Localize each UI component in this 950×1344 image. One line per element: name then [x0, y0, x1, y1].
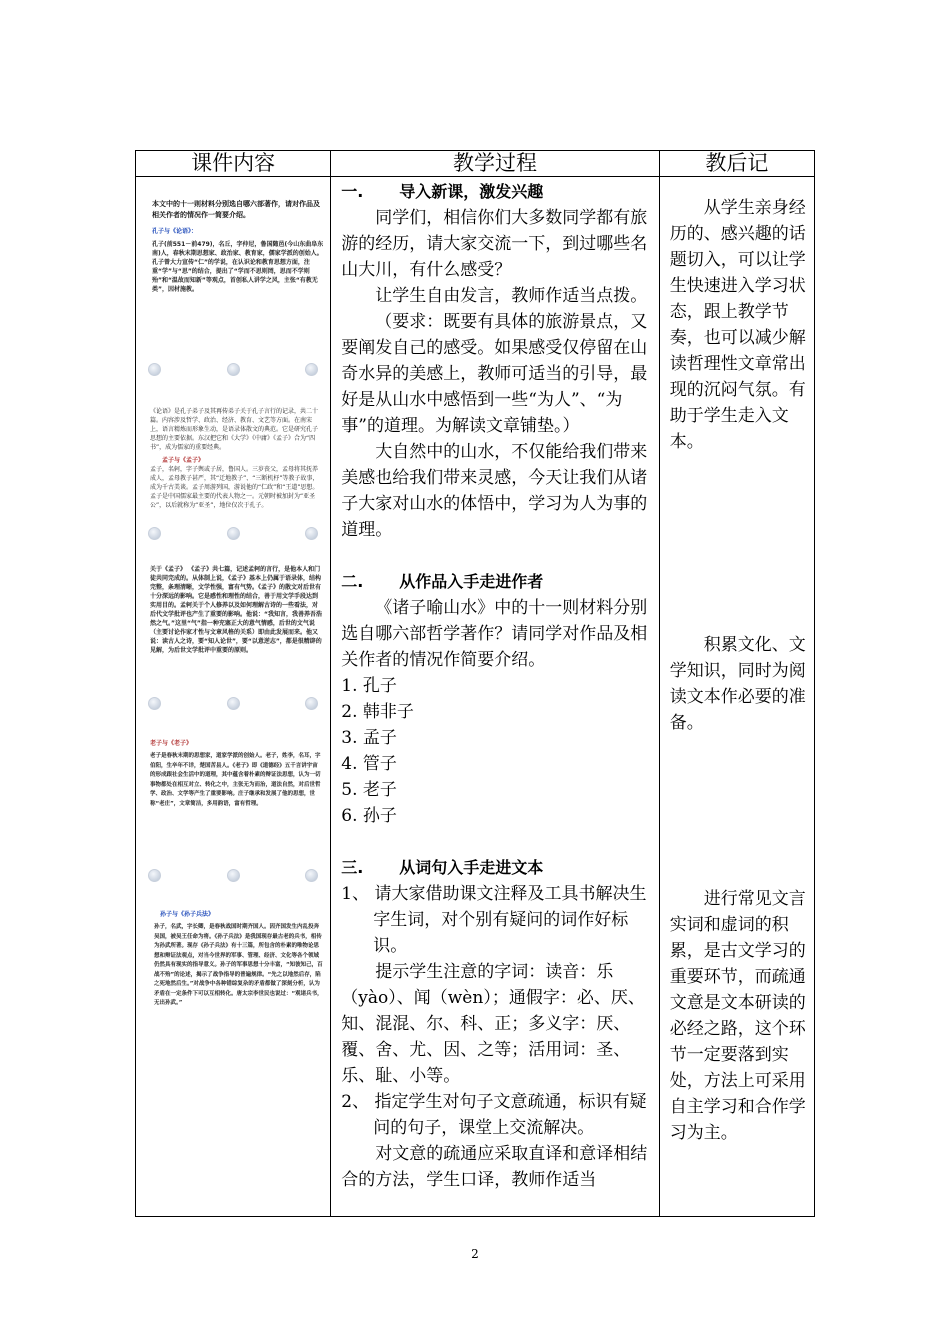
slide-1-nav-dots	[148, 363, 318, 376]
slide-5	[144, 910, 324, 1009]
paragraph: 提示学生注意的字词：读音：乐（yào）、闻（wèn）；通假字：必、厌、知、混混、尔、科、正；多义字：厌、覆、舍、尤、因、之等；活用词：圣、乐、耻、小等。	[341, 962, 645, 1086]
nav-dot-icon	[305, 363, 318, 376]
slide-4-text: 老子是春秋末期的思想家，道家学派的创始人。老子，姓李，名耳，字伯阳，生卒年不详，楚国苦县人。《老子》即《道德经》五千言讲宇宙的形成跟社会生活中的道理，其中蕴含着朴素的辩证法思想，认为一切事物都处在相互对立、转化之中，主张无为而治，道法自然，对后世哲学、政治、文学等产生了重要影响。庄子继承和发展了他的思想，世称“老庄”，文章简洁，多用韵语，富有哲理。	[150, 753, 321, 807]
slide-4-heading: 老子与《老子》	[150, 740, 193, 747]
slide-4-nav-dots	[148, 869, 318, 882]
nav-dot-icon	[148, 527, 161, 540]
slide-2-text: 《论语》是孔子弟子及其再传弟子关于孔子言行的记录，共二十篇。内容涉及哲学、政治、经济、教育、文艺等方面。在南宋上，语言精炼而形象生动，是语录体散文的典范。它是研究孔子思想的主要依据。东汉把它和《大学》《中庸》《孟子》合为“四书”，成为儒家的重要经典。	[150, 408, 319, 451]
body-row	[136, 177, 815, 1217]
paragraph: 《诸子喻山水》中的十一则材料分别选自哪六部哲学著作？请同学对作品及相关作者的情况作简要介绍。	[341, 598, 648, 670]
reflection-notes	[660, 177, 814, 1146]
nav-dot-icon	[148, 697, 161, 710]
lesson-table	[135, 150, 815, 1217]
paragraph: 让学生自由发言，教师作适当点拨。	[375, 286, 648, 306]
list-item: 5. 老子	[341, 780, 397, 800]
slide-1	[144, 199, 324, 294]
slide-1-question: 本文中的十一则材料分别选自哪六部著作，请对作品及相关作者的情况作一简要介绍。	[152, 200, 320, 219]
slide-3-text: 关于《孟子》 《孟子》共七篇，记述孟轲的言行，是他本人和门徒共同完成的。从体制上说，《孟子》基本上仍属于语录体，结构完整，条理清晰，文学性强，富有气势。《孟子》的散文对后世有十分深远的影响。它是感性和理性的结合，善于用文学手段达到实用目的。孟轲关于个人修养以及如何理解古诗的一些看法，对后代文学批评也产生了重要的影响。他说：“我知言，我善养吾浩然之气。”这里“气”指一种充塞正大的意气情感，后世的文气说（主要讨论作家才性与文章风格的关系）即由此发展而来。他又说：读古人之诗，要“知人论世”，要“以意逆志”，都是很精辟的见解，为后世文学批评中重要的原则。	[150, 566, 322, 654]
paragraph: 大自然中的山水，不仅能给我们带来美感也给我们带来灵感，今天让我们从诸子大家对山水的体悟中，学习为人为事的道理。	[341, 442, 648, 540]
header-reflection: 教后记	[659, 151, 814, 177]
slide-1-text: 孔子(前551－前479)，名丘，字仲尼，鲁国陬邑(今山东曲阜东南)人，春秋末期思想家、政治家、教育家，儒家学派的创始人。孔子曾大力宣传“仁”的学说，在认识论和教育思想方面，注重“学”与“思”的结合，提出了“学而不思则罔，思而不学则殆”和“温故而知新”等观点，首创私人讲学之风，主张“有教无类”，因材施教。	[152, 241, 324, 293]
list-item: 4. 管子	[341, 754, 397, 774]
nav-dot-icon	[148, 363, 161, 376]
nav-dot-icon	[148, 869, 161, 882]
courseware-cell	[136, 177, 331, 1217]
page-number: 2	[471, 1247, 479, 1261]
slide-1-heading: 孔子与《论语》：	[152, 228, 198, 235]
section-1-title: 一. 导入新课，激发兴趣	[341, 182, 544, 201]
slide-2-nav-dots	[148, 527, 318, 540]
nav-dot-icon	[305, 869, 318, 882]
header-row	[136, 151, 815, 177]
process-cell	[331, 177, 659, 1217]
slide-2	[144, 407, 320, 510]
list-item: 3. 孟子	[341, 728, 397, 748]
slide-2-heading: 孟子与《孟子》	[162, 457, 205, 464]
reflection-note-2: 积累文化、文学知识，同时为阅读文本作必要的准备。	[669, 635, 806, 733]
paragraph: 对文意的疏通应采取直译和意译相结合的方法，学生口译，教师作适当	[341, 1144, 648, 1190]
header-courseware: 课件内容	[136, 151, 331, 177]
reflection-cell	[659, 177, 814, 1217]
teaching-process	[331, 177, 658, 1193]
slide-4	[144, 739, 322, 809]
section-3-title: 三. 从词句入手走进文本	[341, 858, 544, 877]
list-item: 2. 韩非子	[341, 702, 414, 722]
nav-dot-icon	[227, 869, 240, 882]
numbered-item: 1、 请大家借助课文注释及工具书解决生字生词，对个别有疑问的词作好标识。	[341, 884, 647, 956]
section-2-title: 二. 从作品入手走进作者	[341, 572, 544, 591]
reflection-note-3: 进行常见文言实词和虚词的积累，是古文学习的重要环节，而疏通文意是文本研读的必经之路，这个环节一定要落到实处，方法上可采用自主学习和合作学习为主。	[669, 889, 806, 1143]
reflection-note-1: 从学生亲身经历的、感兴趣的话题切入，可以让学生快速进入学习状态，跟上教学节奏，也可以减少解读哲理性文章常出现的沉闷气氛。有助于学生走入文本。	[669, 198, 806, 452]
paragraph: （要求：既要有具体的旅游景点，又要阐发自己的感受。如果感受仅停留在山奇水异的美感上，教师可适当的引导，最好是从山水中感悟到一些“为人”、“为事”的道理。为解读文章铺垫。）	[341, 312, 648, 436]
numbered-item: 2、 指定学生对句子文意疏通，标识有疑问的句子，课堂上交流解决。	[341, 1092, 647, 1138]
nav-dot-icon	[305, 527, 318, 540]
slide-3	[144, 565, 322, 655]
slide-thumbnails	[136, 177, 331, 1216]
nav-dot-icon	[227, 527, 240, 540]
slide-5-text: 孙子，名武，字长卿，是春秋战国时期齐国人。因齐国发生内乱投奔吴国，被吴王任命为将。《孙子兵法》是我国现存最古老的兵书，相传为孙武所著。现存《孙子兵法》有十三篇，所包含的朴素的唯物论思想和辩证法观点，对当今世界的军事、管理、经济、文化等各个领域仍然具有现实的指导意义。孙子的军事思想十分丰富，“知彼知己，百战不殆”的论述，揭示了战争指导的普遍规律。“先之以地然后存，陷之死地然后生。”对战争中各种错综复杂的矛盾都做了深刻分析，认为矛盾在一定条件下可以互相转化。唐太宗李世民也说过：“观诸兵书，无出孙武。”	[154, 924, 323, 1006]
nav-dot-icon	[227, 697, 240, 710]
nav-dot-icon	[305, 697, 318, 710]
paragraph: 同学们，相信你们大多数同学都有旅游的经历，请大家交流一下，到过哪些名山大川，有什么感受？	[341, 208, 648, 280]
nav-dot-icon	[227, 363, 240, 376]
slide-2-text2: 孟子，名轲，字子舆或子居，鲁国人。三岁丧父，孟母将其抚养成人，孟母教子甚严，其“迁地教子”、“三断机杼”等教子故事，成为千古美谈。孟子周游列国，游说他的“仁政”和“王道”思想。孟子是中国儒家最主要的代表人物之一。元朝时被加封为“亚圣公”，以后就称为“亚圣”，地位仅次于孔子。	[150, 466, 319, 509]
slide-5-heading: 孙子与《孙子兵法》	[160, 911, 215, 918]
slide-3-nav-dots	[148, 697, 318, 710]
list-item: 6. 孙子	[341, 806, 397, 826]
list-item: 1. 孔子	[341, 676, 397, 696]
header-process: 教学过程	[331, 151, 659, 177]
